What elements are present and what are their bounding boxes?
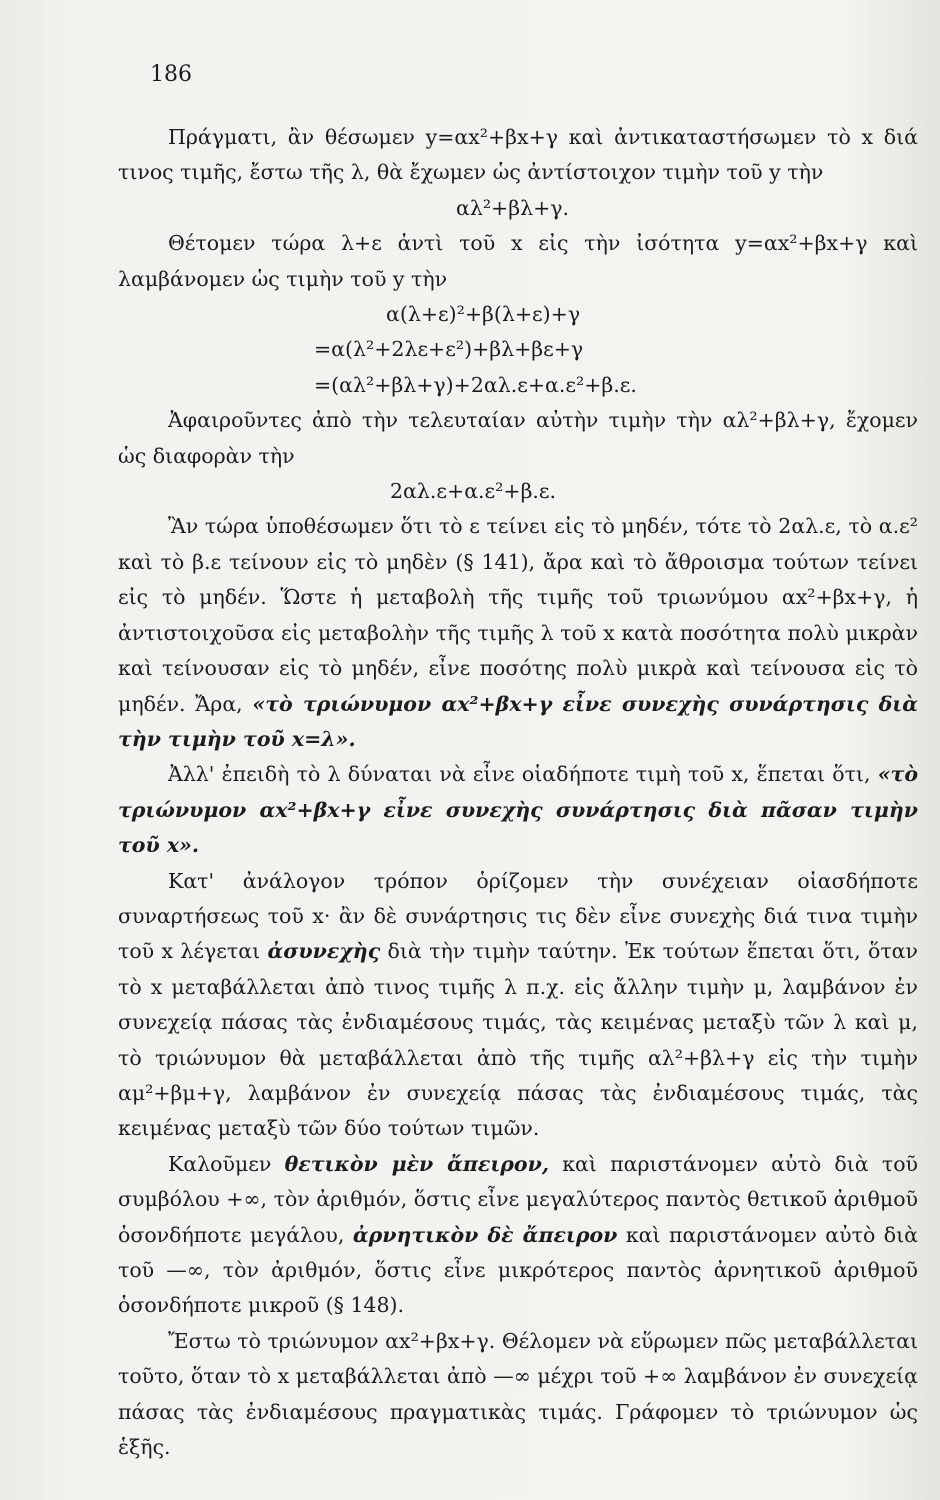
paragraph-4 (118, 509, 918, 757)
term-negative-infinity: ἀρνητικὸν δὲ ἄπειρον (352, 1222, 618, 1247)
paragraph-7-text-a: Καλοῦμεν (168, 1151, 285, 1176)
page-number: 186 (150, 62, 192, 87)
term-discontinuous: ἀσυνεχὴς (267, 939, 381, 964)
term-positive-infinity: θετικὸν μὲν ἄπειρον, (284, 1151, 549, 1176)
paragraph-5 (118, 757, 918, 863)
paragraph-5-conclusion: «τὸ τριώνυμον αx²+βx+γ εἶνε συνεχὴς συνάρτησις διὰ πᾶσαν τιμὴν τοῦ x». (118, 762, 918, 858)
paragraph-7-text-c: καὶ παριστάνομεν αὐτὸ διὰ τοῦ —∞, τὸν ἀριθμόν, ὅστις εἶνε μικρότερος παντὸς ἀρνητικοῦ ἀριθμοῦ ὁσονδήποτε μικροῦ (§ 148). (118, 1222, 918, 1318)
paragraph-6-text-b: διὰ τὴν τιμὴν ταύτην. Ἐκ τούτων ἕπεται ὅτι, ὅταν τὸ x μεταβάλλεται ἀπὸ τινος τιμῆς λ π.χ. εἰς ἄλλην τιμὴν μ, λαμβάνον ἐν συνεχείᾳ πάσας τὰς ἐνδιαμέσους τιμάς, τὰς κειμένας μεταξὺ τῶν λ καὶ μ, τὸ τριώνυμον θὰ μεταβάλλεται ἀπὸ τῆς τιμῆς αλ²+βλ+γ εἰς τὴν τιμὴν αμ²+βμ+γ, λαμβάνον ἐν συνεχείᾳ πάσας τὰς ἐνδιαμέσους τιμάς, τὰς κειμένας μεταξὺ τῶν δύο τούτων τιμῶν. (118, 939, 918, 1141)
paragraph-4-conclusion: «τὸ τριώνυμον αx²+βx+γ εἶνε συνεχὴς συνάρτησις διὰ τὴν τιμὴν τοῦ x=λ». (118, 691, 918, 751)
paragraph-4-text: Ἂν τώρα ὑποθέσωμεν ὅτι τὸ ε τείνει εἰς τὸ μηδέν, τότε τὸ 2αλ.ε, τὸ α.ε² καὶ τὸ β.ε τείνουν εἰς τὸ μηδὲν (§ 141), ἄρα καὶ τὸ ἄθροισμα τούτων τείνει εἰς τὸ μηδέν. Ὥστε ἡ μεταβολὴ τῆς τιμῆς τοῦ τριωνύμου αx²+βx+γ, ἡ ἀντιστοιχοῦσα εἰς μεταβολὴν τῆς τιμῆς λ τοῦ x κατὰ ποσότητα πολὺ μικρὰν καὶ τείνουσαν εἰς τὸ μηδέν, εἶνε ποσότης πολὺ μικρὰ καὶ τείνουσα εἰς τὸ μηδέν. Ἄρα, (118, 514, 918, 716)
equation-b1: α(λ+ε)²+β(λ+ε)+γ (386, 302, 581, 327)
equation-b3: =(αλ²+βλ+γ)+2αλ.ε+α.ε²+β.ε. (314, 372, 637, 397)
paragraph-7 (118, 1147, 918, 1324)
paragraph-8: Ἔστω τὸ τριώνυμον αx²+βx+γ. Θέλομεν νὰ εὕρωμεν πῶς μεταβάλλεται τοῦτο, ὅταν τὸ x μεταβάλλεται ἀπὸ —∞ μέχρι τοῦ +∞ λαμβάνον ἐν συνεχείᾳ πάσας τὰς ἐνδιαμέσους πραγματικὰς τιμάς. Γράφομεν τὸ τριώνυμον ὡς ἑξῆς. (118, 1328, 918, 1460)
equation-c: 2αλ.ε+α.ε²+β.ε. (390, 479, 557, 504)
equation-b2: =α(λ²+2λε+ε²)+βλ+βε+γ (314, 337, 584, 362)
paragraph-3: Ἀφαιροῦντες ἀπὸ τὴν τελευταίαν αὐτὴν τιμὴν τὴν αλ²+βλ+γ, ἔχομεν ὡς διαφορὰν τὴν (118, 408, 918, 468)
paragraph-6-text-a: Κατ' ἀνάλογον τρόπον ὁρίζομεν τὴν συνέχειαν οἱασδήποτε συναρτήσεως τοῦ x· ἂν δὲ συνάρτησις τις δὲν εἶνε συνεχὴς διά τινα τιμὴν τοῦ x λέγεται (118, 868, 918, 964)
page-body (118, 120, 918, 1465)
paragraph-1: Πράγματι, ἂν θέσωμεν y=αx²+βx+γ καὶ ἀντικαταστήσωμεν τὸ x διά τινος τιμῆς, ἔστω τῆς λ, θὰ ἔχωμεν ὡς ἀντίστοιχον τιμὴν τοῦ y τὴν (118, 125, 918, 185)
paragraph-5-text: Ἀλλ' ἐπειδὴ τὸ λ δύναται νὰ εἶνε οἱαδήποτε τιμὴ τοῦ x, ἕπεται ὅτι, (168, 762, 878, 787)
paragraph-2: Θέτομεν τώρα λ+ε ἀντὶ τοῦ x εἰς τὴν ἰσότητα y=αx²+βx+γ καὶ λαμβάνομεν ὡς τιμὴν τοῦ y τὴν (118, 231, 918, 291)
paragraph-6 (118, 864, 918, 1147)
paragraph-7-text-b: καὶ παριστάνομεν αὐτὸ διὰ τοῦ συμβόλου +∞, τὸν ἀριθμόν, ὅστις εἶνε μεγαλύτερος παντὸς θετικοῦ ἀριθμοῦ ὁσονδήποτε μεγάλου, (118, 1151, 918, 1247)
equation-a: αλ²+βλ+γ. (456, 195, 570, 220)
